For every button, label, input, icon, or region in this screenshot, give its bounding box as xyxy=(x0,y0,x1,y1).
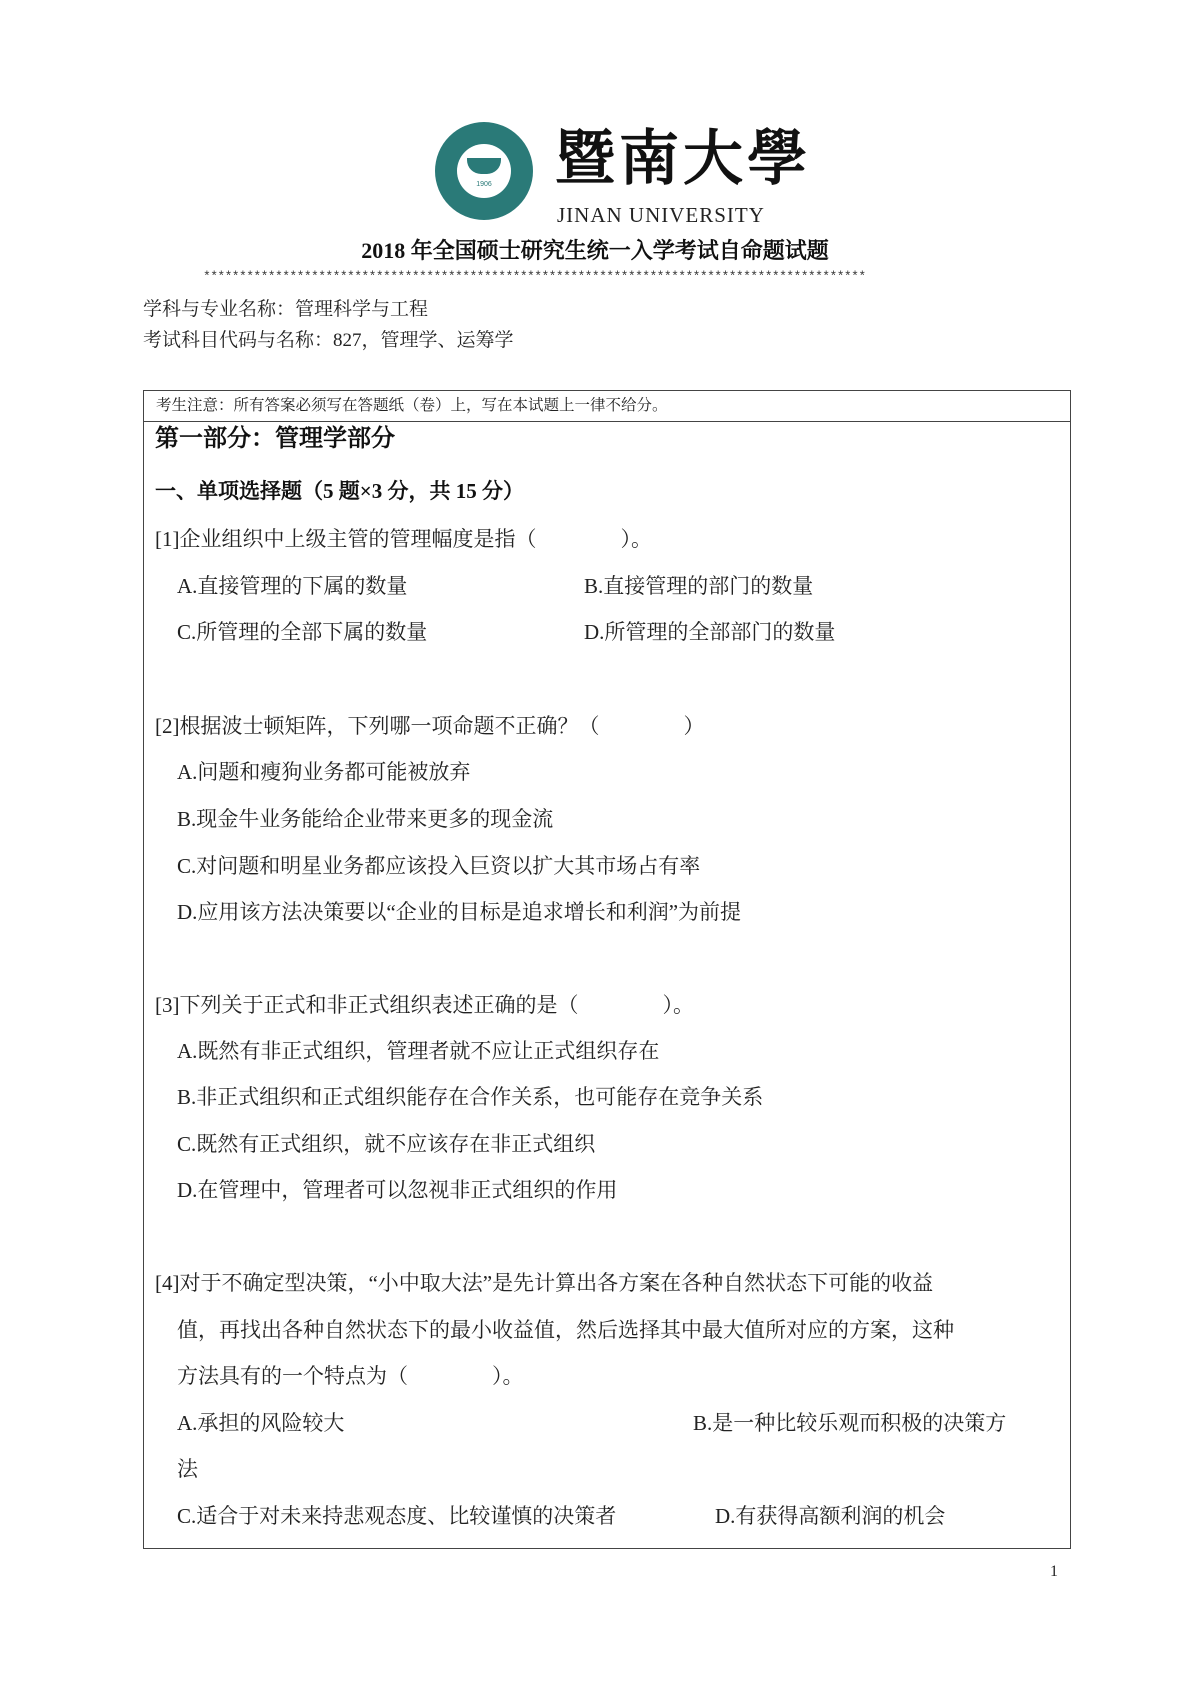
part-title: 第一部分：管理学部分 xyxy=(155,426,395,452)
question-1-option-b: B.直接管理的部门的数量 xyxy=(584,574,814,598)
question-4-stem-line-1: [4]对于不确定型决策，“小中取大法”是先计算出各方案在各种自然状态下可能的收益 xyxy=(155,1271,934,1295)
ship-emblem-icon xyxy=(467,158,501,174)
question-4-option-b-continued: 法 xyxy=(177,1457,198,1481)
question-4-stem-line-3: 方法具有的一个特点为（ ）。 xyxy=(177,1364,524,1388)
question-3-option-b: B.非正式组织和正式组织能存在合作关系，也可能存在竞争关系 xyxy=(177,1085,764,1109)
seal-year: 1906 xyxy=(476,181,492,188)
notice: 考生注意：所有答案必须写在答题纸（卷）上，写在本试题上一律不给分。 xyxy=(144,391,1070,422)
question-3-option-c: C.既然有正式组织，就不应该存在非正式组织 xyxy=(177,1132,596,1156)
question-1-option-d: D.所管理的全部部门的数量 xyxy=(584,620,836,644)
question-1-option-c: C.所管理的全部下属的数量 xyxy=(177,620,428,644)
question-4-option-c: C.适合于对未来持悲观态度、比较谨慎的决策者 xyxy=(177,1504,617,1528)
question-3-stem: [3]下列关于正式和非正式组织表述正确的是（ ）。 xyxy=(155,993,694,1017)
university-name-en: JINAN UNIVERSITY xyxy=(557,203,765,227)
question-4-option-a: A.承担的风险较大 xyxy=(177,1411,345,1435)
exam-title: 2018 年全国硕士研究生统一入学考试自命题试题 xyxy=(361,238,829,263)
question-2-option-a: A.问题和瘦狗业务都可能被放弃 xyxy=(177,760,471,784)
question-4-option-d: D.有获得高额利润的机会 xyxy=(715,1504,946,1528)
university-name-cn: 暨南大學 xyxy=(555,126,811,192)
question-4-stem-line-2: 值，再找出各种自然状态下的最小收益值，然后选择其中最大值所对应的方案，这种 xyxy=(177,1318,954,1342)
question-1-stem: [1]企业组织中上级主管的管理幅度是指（ ）。 xyxy=(155,527,652,551)
question-4-option-b: B.是一种比较乐观而积极的决策方 xyxy=(693,1411,1007,1435)
question-2-option-b: B.现金牛业务能给企业带来更多的现金流 xyxy=(177,807,554,831)
subject-major: 学科与专业名称：管理科学与工程 xyxy=(143,299,429,320)
question-3-option-d: D.在管理中，管理者可以忽视非正式组织的作用 xyxy=(177,1178,618,1202)
question-1-option-a: A.直接管理的下属的数量 xyxy=(177,574,408,598)
question-2-stem: [2]根据波士顿矩阵，下列哪一项命题不正确？（ ） xyxy=(155,714,705,738)
question-2-option-d: D.应用该方法决策要以“企业的目标是追求增长和利润”为前提 xyxy=(177,900,742,924)
section-title: 一、单项选择题（5 题×3 分，共 15 分） xyxy=(155,479,524,503)
star-divider: ******************************************************************************************** xyxy=(203,270,866,284)
exam-code-name: 考试科目代码与名称：827，管理学、运筹学 xyxy=(143,330,514,351)
university-seal-logo xyxy=(435,122,533,220)
question-3-option-a: A.既然有非正式组织，管理者就不应让正式组织存在 xyxy=(177,1039,660,1063)
page-number: 1 xyxy=(1050,1563,1058,1580)
question-2-option-c: C.对问题和明星业务都应该投入巨资以扩大其市场占有率 xyxy=(177,854,701,878)
